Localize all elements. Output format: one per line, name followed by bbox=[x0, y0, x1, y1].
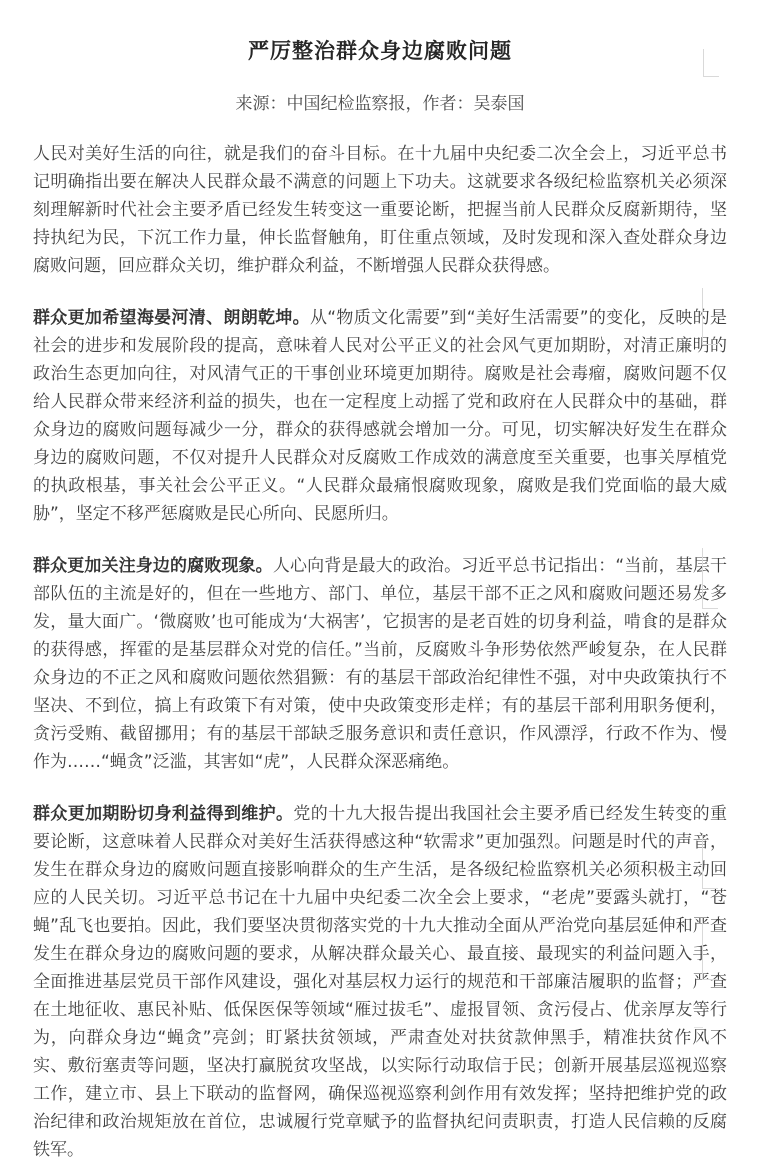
paragraph-lead: 群众更加希望海晏河清、朗朗乾坤。 bbox=[33, 308, 310, 328]
article-page bbox=[0, 36, 757, 1164]
article-byline: 来源：中国纪检监察报，作者：吴泰国 bbox=[235, 94, 525, 114]
paragraph-lead: 群众更加关注身边的腐败现象。 bbox=[33, 556, 273, 576]
article-title: 严厉整治群众身边腐败问题 bbox=[248, 39, 512, 63]
paragraph bbox=[33, 800, 727, 1164]
paragraph-text: 党的十九大报告提出我国社会主要矛盾已经发生转变的重要论断，这意味着人民群众对美好生活获得感这种“软需求”更加强烈。问题是时代的声音，发生在群众身边的腐败问题直接影响群众的生产生活，是各级纪检监察机关必须积极主动回应的人民关切。习近平总书记在十九届中央纪委二次全会上要求，“老虎”要露头就打，“苍蝇”乱飞也要拍。因此，我们要坚决贯彻落实党的十九大推动全面从严治党向基层延伸和严查发生在群众身边的腐败问题的要求，从解决群众最关心、最直接、最现实的利益问题入手，全面推进基层党员干部作风建设，强化对基层权力运行的规范和干部廉洁履职的监督；严查在土地征收、惠民补贴、低保医保等领域“雁过拔毛”、虚报冒领、贪污侵占、优亲厚友等行为，向群众身边“蝇贪”亮剑；盯紧扶贫领域，严肃查处对扶贫款伸黑手，精准扶贫作风不实、敷衍塞责等问题，坚决打赢脱贫攻坚战，以实际行动取信于民；创新开展基层巡视巡察工作，建立市、县上下联动的监督网，确保巡视巡察利剑作用有效发挥；坚持把维护党的政治纪律和政治规矩放在首位，忠诚履行党章赋予的监督执纪问责职责，打造人民信赖的反腐铁军。 bbox=[33, 804, 728, 1160]
paragraph-text: 人心向背是最大的政治。习近平总书记指出：“当前，基层干部队伍的主流是好的，但在一些地方、部门、单位，基层干部不正之风和腐败问题还易发多发，量大面广。‘微腐败’也可能成为‘大祸害’，它损害的是老百姓的切身利益，啃食的是群众的获得感，挥霍的是基层群众对党的信任。”当前，反腐败斗争形势依然严峻复杂，在人民群众身边的不正之风和腐败问题依然猖獗：有的基层干部政治纪律性不强，对中央政策执行不坚决、不到位，搞上有政策下有对策，使中央政策变形走样；有的基层干部利用职务便利，贪污受贿、截留挪用；有的基层干部缺乏服务意识和责任意识，作风漂浮，行政不作为、慢作为……“蝇贪”泛滥，其害如“虎”，人民群众深恶痛绝。 bbox=[33, 556, 728, 772]
paragraph bbox=[33, 140, 727, 280]
paragraph bbox=[33, 304, 727, 528]
paragraph-lead: 群众更加期盼切身利益得到维护。 bbox=[33, 804, 294, 824]
paragraph-text: 从“物质文化需要”到“美好生活需要”的变化，反映的是社会的进步和发展阶段的提高，意味着人民对公平正义的社会风气更加期盼，对清正廉明的政治生态更加向往，对风清气正的干事创业环境更加期待。腐败是社会毒瘤，腐败问题不仅给人民群众带来经济利益的损失，也在一定程度上动摇了党和政府在人民群众中的基础，群众身边的腐败问题每减少一分，群众的获得感就会增加一分。可见，切实解决好发生在群众身边的腐败问题，不仅对提升人民群众对反腐败工作成效的满意度至关重要，也事关厚植党的执政根基，事关社会公平正义。“人民群众最痛恨腐败现象，腐败是我们党面临的最大威胁”，坚定不移严惩腐败是民心所向、民愿所归。 bbox=[33, 308, 727, 524]
paragraph bbox=[33, 552, 727, 776]
paragraph-text: 人民对美好生活的向往，就是我们的奋斗目标。在十九届中央纪委二次全会上，习近平总书记明确指出要在解决人民群众最不满意的问题上下功夫。这就要求各级纪检监察机关必须深刻理解新时代社会主要矛盾已经发生转变这一重要论断，把握当前人民群众反腐新期待，坚持执纪为民，下沉工作力量，伸长监督触角，盯住重点领域，及时发现和深入查处群众身边腐败问题，回应群众关切，维护群众利益，不断增强人民群众获得感。 bbox=[33, 144, 727, 276]
